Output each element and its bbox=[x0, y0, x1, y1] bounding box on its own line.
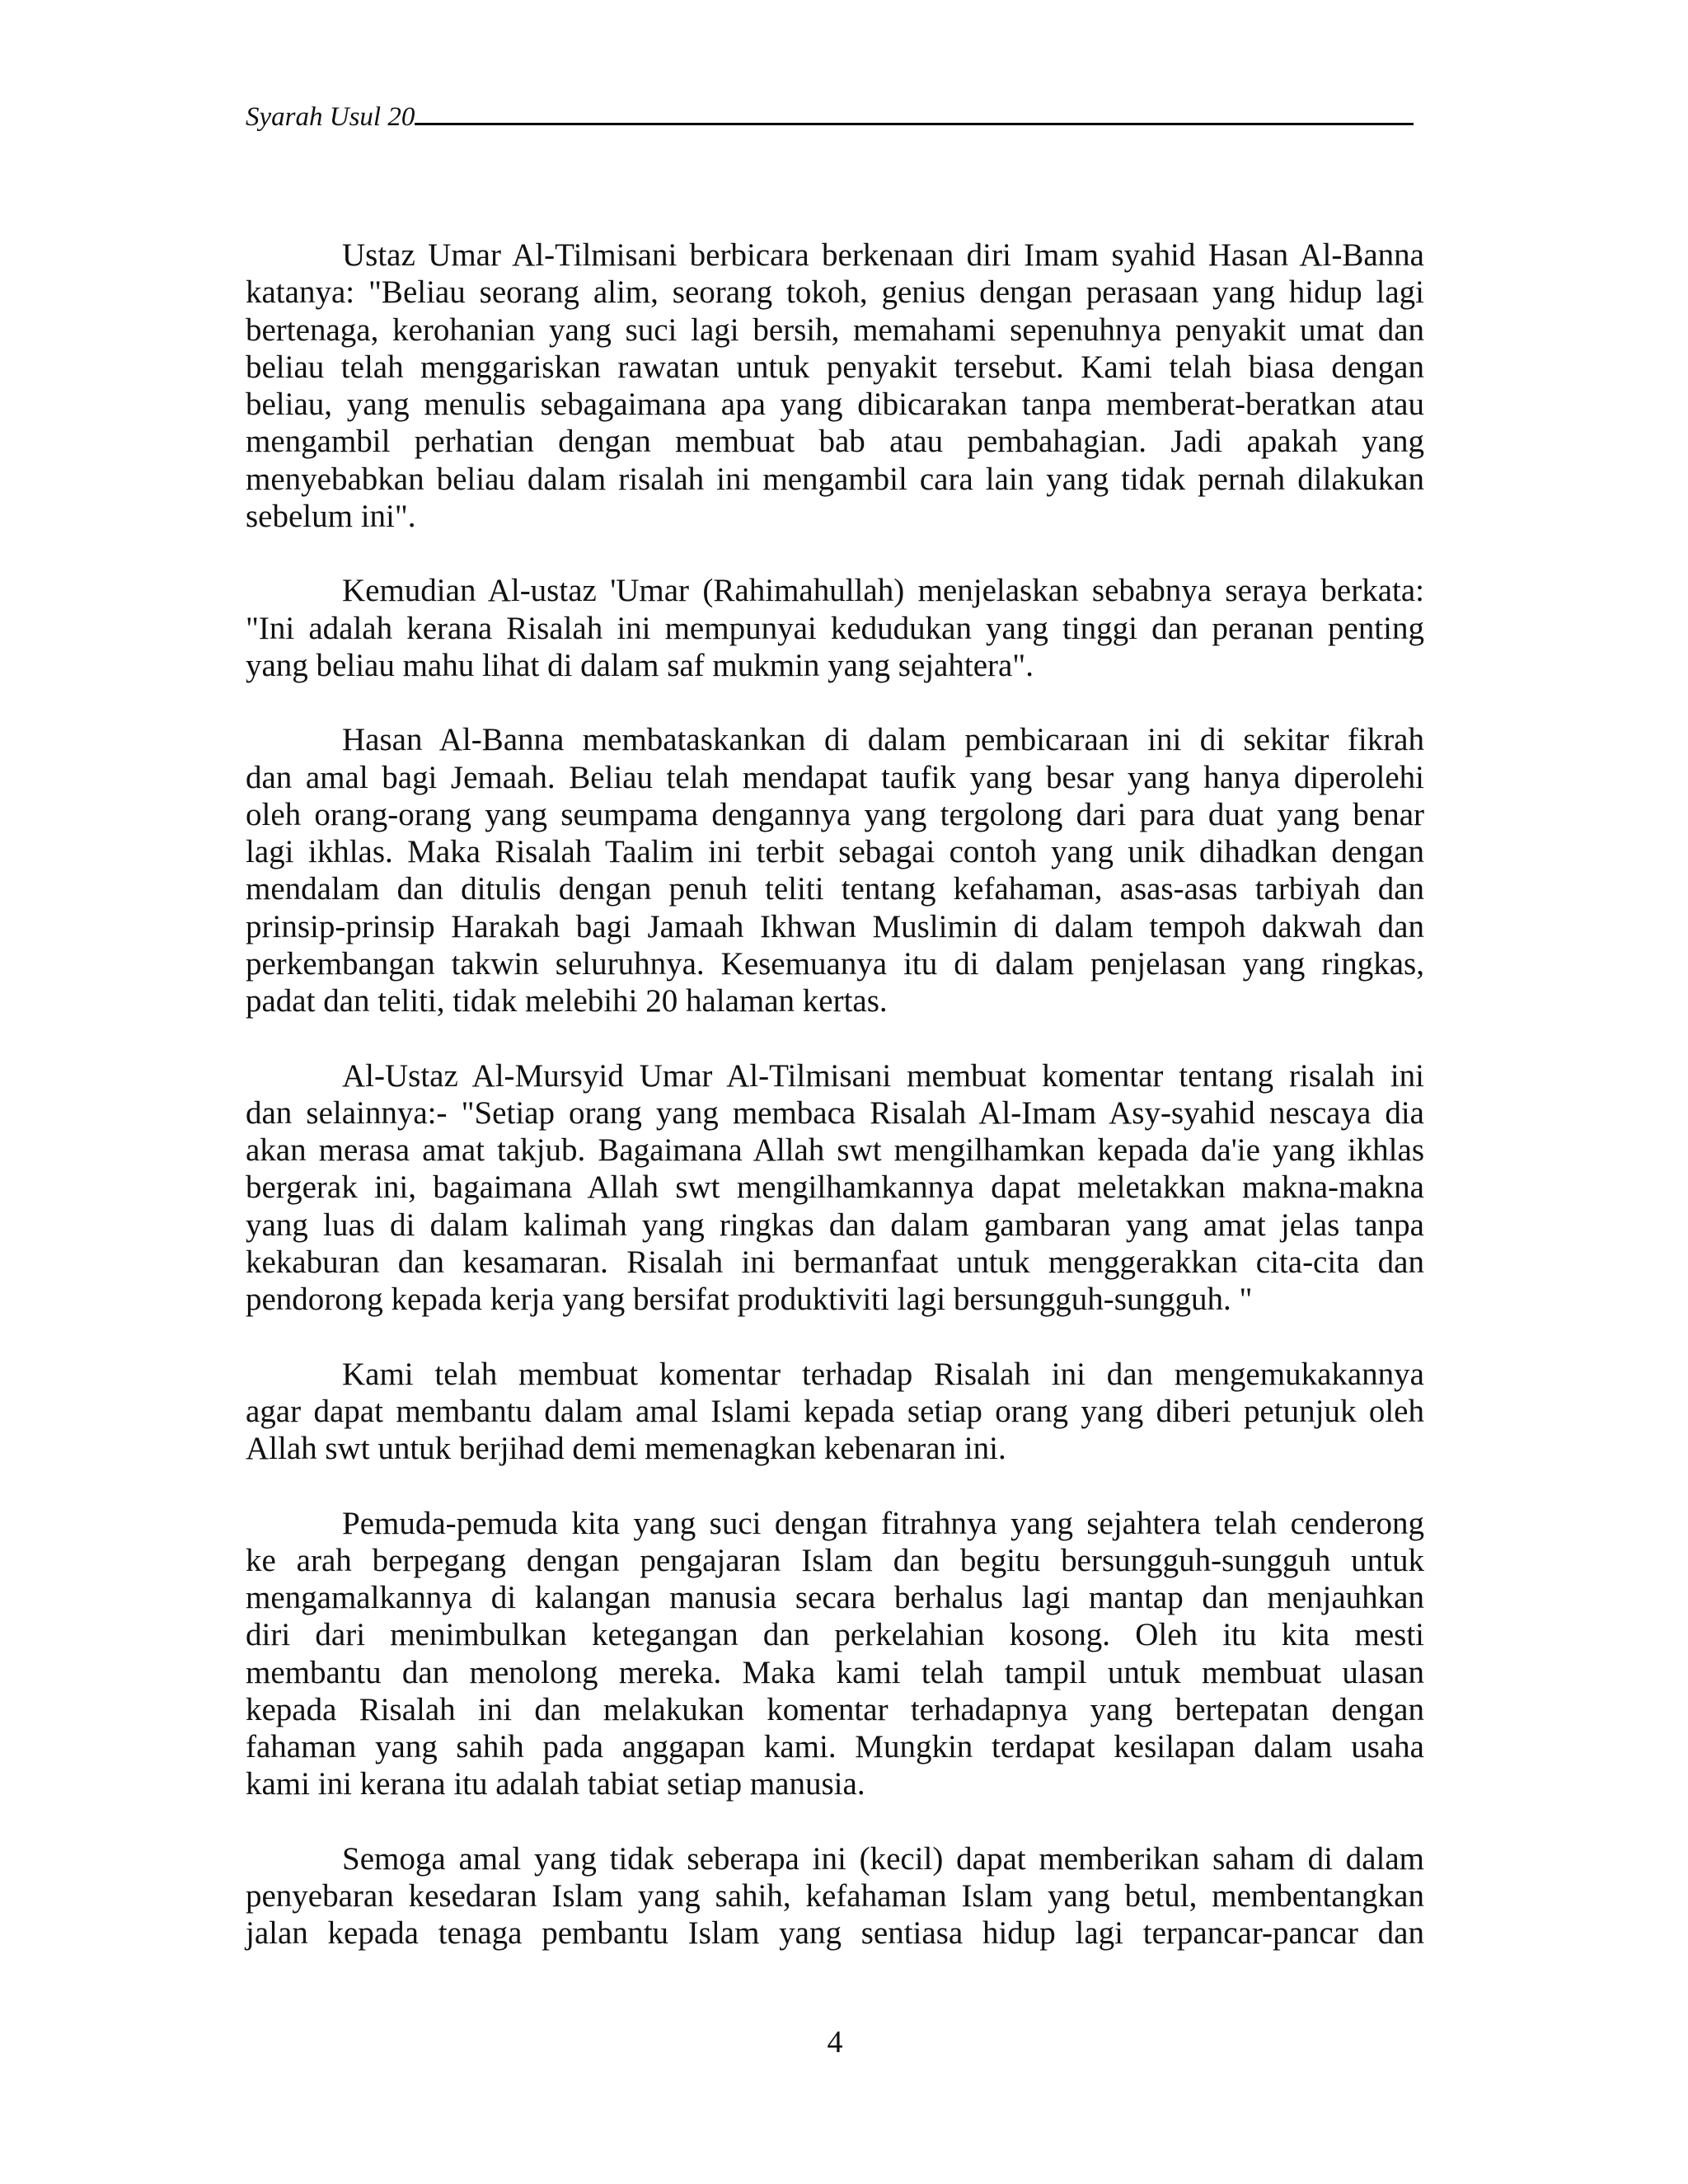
paragraph bbox=[246, 1505, 1424, 1803]
text-line: Kami telah membuat komentar terhadap Risalah ini dan mengemukakannya bbox=[342, 1356, 1424, 1392]
text-line: jalan kepada tenaga pembantu Islam yang sentiasa hidup lagi terpancar-pancar dan bbox=[246, 1915, 1424, 1952]
text-line: dan selainnya:- "Setiap orang yang membaca Risalah Al-Imam Asy-syahid nescaya dia bbox=[246, 1094, 1424, 1131]
text-line: mengamalkannya di kalangan manusia secara berhalus lagi mantap dan menjauhkan bbox=[246, 1580, 1424, 1615]
text-line: Kemudian Al-ustaz 'Umar (Rahimahullah) menjelaskan sebabnya seraya berkata: bbox=[342, 573, 1424, 609]
text-line: Semoga amal yang tidak seberapa ini (kecil) dapat memberikan saham di dalam bbox=[342, 1840, 1424, 1877]
text-line: menyebabkan beliau dalam risalah ini mengambil cara lain yang tidak pernah dilakukan bbox=[246, 461, 1424, 497]
text-line: kami ini kerana itu adalah tabiat setiap manusia. bbox=[246, 1766, 865, 1802]
text-line: kepada Risalah ini dan melakukan komentar terhadapnya yang bertepatan dengan bbox=[246, 1691, 1424, 1727]
text-line: pendorong kepada kerja yang bersifat produktiviti lagi bersungguh-sungguh. " bbox=[246, 1282, 1253, 1317]
text-line: sebelum ini". bbox=[246, 498, 416, 534]
text-line: Hasan Al-Banna membataskankan di dalam pembicaraan ini di sekitar fikrah bbox=[342, 722, 1424, 758]
text-line: Al-Ustaz Al-Mursyid Umar Al-Tilmisani membuat komentar tentang risalah ini bbox=[342, 1057, 1424, 1094]
text-line: kekaburan dan kesamaran. Risalah ini bermanfaat untuk menggerakkan cita-cita dan bbox=[246, 1244, 1424, 1280]
running-header-title: Syarah Usul 20 bbox=[246, 102, 415, 132]
text-line: penyebaran kesedaran Islam yang sahih, kefahaman Islam yang betul, membentangkan bbox=[246, 1878, 1424, 1914]
text-line: Allah swt untuk berjihad demi memenagkan kebenaran ini. bbox=[246, 1431, 1006, 1466]
text-line: yang beliau mahu lihat di dalam saf mukmin yang sejahtera". bbox=[246, 647, 1034, 683]
text-line: bergerak ini, bagaimana Allah swt mengilhamkannya dapat meletakkan makna-makna bbox=[246, 1169, 1424, 1206]
text-line: prinsip-prinsip Harakah bagi Jamaah Ikhwan Muslimin di dalam tempoh dakwah dan bbox=[246, 908, 1424, 944]
text-line: dan amal bagi Jemaah. Beliau telah mendapat taufik yang besar yang hanya diperolehi bbox=[246, 759, 1424, 795]
paragraph bbox=[246, 1057, 1424, 1319]
text-line: membantu dan menolong mereka. Maka kami telah tampil untuk membuat ulasan bbox=[246, 1654, 1424, 1690]
paragraph bbox=[246, 572, 1424, 684]
text-line: bertenaga, kerohanian yang suci lagi bersih, memahami sepenuhnya penyakit umat dan bbox=[246, 312, 1424, 348]
text-line: diri dari menimbulkan ketegangan dan perkelahian kosong. Oleh itu kita mesti bbox=[246, 1617, 1424, 1653]
text-line: ke arah berpegang dengan pengajaran Islam dan begitu bersungguh-sungguh untuk bbox=[246, 1542, 1424, 1578]
text-line: akan merasa amat takjub. Bagaimana Allah swt mengilhamkan kepada da'ie yang ikhlas bbox=[246, 1132, 1424, 1168]
text-line: mendalam dan ditulis dengan penuh teliti tentang kefahaman, asas-asas tarbiyah dan bbox=[246, 871, 1424, 907]
text-line: oleh orang-orang yang seumpama dengannya yang tergolong dari para duat yang benar bbox=[246, 796, 1424, 832]
text-line: Ustaz Umar Al-Tilmisani berbicara berkenaan diri Imam syahid Hasan Al-Banna bbox=[342, 237, 1424, 273]
text-line: perkembangan takwin seluruhnya. Kesemuanya itu di dalam penjelasan yang ringkas, bbox=[246, 945, 1424, 982]
paragraph bbox=[246, 1840, 1424, 1952]
document-body bbox=[246, 237, 1424, 1990]
paragraph bbox=[246, 721, 1424, 1019]
text-line: fahaman yang sahih pada anggapan kami. Mungkin terdapat kesilapan dalam usaha bbox=[246, 1729, 1424, 1765]
text-line: padat dan teliti, tidak melebihi 20 halaman kertas. bbox=[246, 983, 888, 1019]
text-line: beliau telah menggariskan rawatan untuk penyakit tersebut. Kami telah biasa dengan bbox=[246, 349, 1424, 385]
text-line: agar dapat membantu dalam amal Islami kepada setiap orang yang diberi petunjuk oleh bbox=[246, 1393, 1424, 1429]
paragraph bbox=[246, 237, 1424, 535]
text-line: lagi ikhlas. Maka Risalah Taalim ini terbit sebagai contoh yang unik dihadkan dengan bbox=[246, 834, 1424, 869]
running-header bbox=[246, 101, 1414, 134]
text-line: katanya: "Beliau seorang alim, seorang tokoh, genius dengan perasaan yang hidup lagi bbox=[246, 274, 1424, 311]
text-line: yang luas di dalam kalimah yang ringkas dan dalam gambaran yang amat jelas tanpa bbox=[246, 1207, 1424, 1243]
text-line: "Ini adalah kerana Risalah ini mempunyai kedudukan yang tinggi dan peranan penting bbox=[246, 610, 1424, 646]
text-line: beliau, yang menulis sebagaimana apa yang dibicarakan tanpa memberat-beratkan atau bbox=[246, 387, 1424, 422]
header-rule bbox=[415, 123, 1414, 125]
text-line: Pemuda-pemuda kita yang suci dengan fitrahnya yang sejahtera telah cenderong bbox=[342, 1505, 1424, 1541]
page-number: 4 bbox=[827, 2025, 843, 2060]
text-line: mengambil perhatian dengan membuat bab atau pembahagian. Jadi apakah yang bbox=[246, 424, 1424, 460]
paragraph bbox=[246, 1356, 1424, 1468]
